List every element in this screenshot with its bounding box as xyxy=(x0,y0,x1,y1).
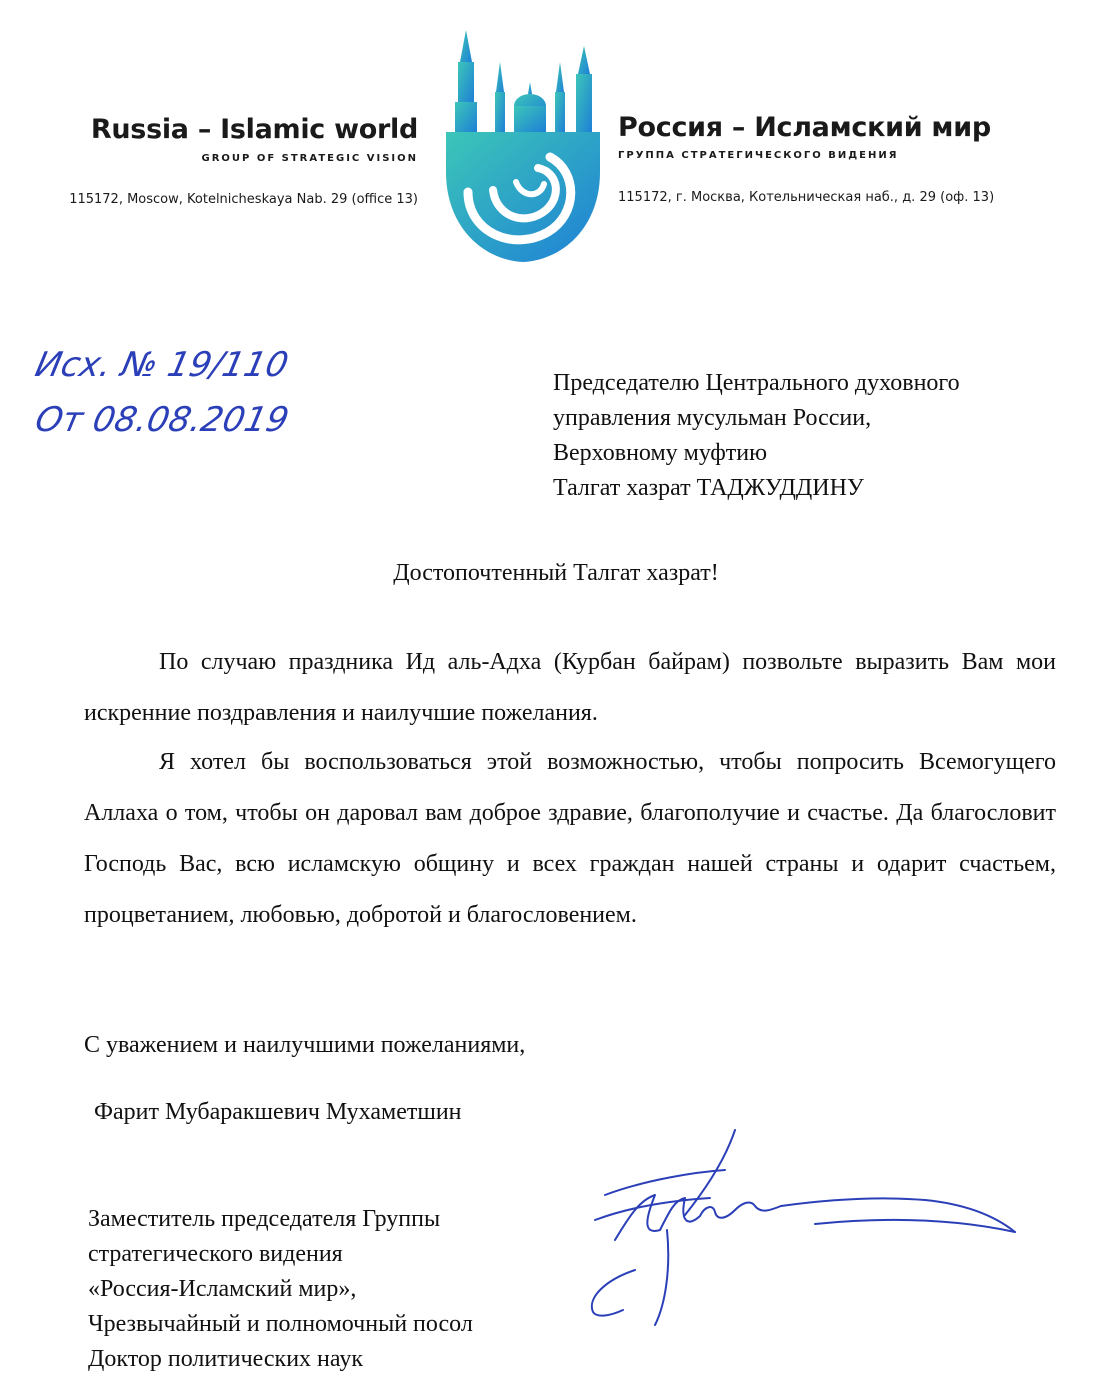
org-address-ru: 115172, г. Москва, Котельническая наб., д. 29 (оф. 13) xyxy=(618,190,995,205)
org-subtitle-en: GROUP OF STRATEGIC VISION xyxy=(201,153,418,164)
addressee-line: Верховному муфтию xyxy=(553,440,768,466)
outgoing-number-handwritten: Исх. № 19/110 xyxy=(31,345,292,385)
outgoing-date-handwritten: От 08.08.2019 xyxy=(31,400,293,440)
addressee-line: управления мусульман России, xyxy=(553,405,872,431)
addressee-block xyxy=(553,366,960,506)
org-name-ru: Россия – Исламский мир xyxy=(618,112,991,143)
signer-title-line: Чрезвычайный и полномочный посол xyxy=(88,1311,473,1337)
closing-line: С уважением и наилучшими пожеланиями, xyxy=(84,1032,526,1058)
org-name-en: Russia – Islamic world xyxy=(90,114,418,145)
body-paragraph: Я хотел бы воспользоваться этой возможностью, чтобы попросить Всемогущего Аллаха о том, чтобы он даровал вам доброе здравие, благополучие и счастье. Да благословит Господь Вас, всю исламскую общину и всех граждан нашей страны и одарит счастьем, процветанием, любовью, добротой и благословением. xyxy=(84,749,1056,928)
signer-title-line: «Россия-Исламский мир», xyxy=(88,1276,357,1302)
salutation: Достопочтенный Талгат хазрат! xyxy=(393,560,719,586)
signature-icon xyxy=(575,1120,1025,1340)
addressee-line: Талгат хазрат ТАДЖУДДИНУ xyxy=(553,475,864,501)
addressee-line: Председателю Центрального духовного xyxy=(553,370,960,396)
org-address-en: 115172, Moscow, Kotelnicheskaya Nab. 29 (office 13) xyxy=(69,192,418,207)
signer-title-line: Заместитель председателя Группы xyxy=(88,1206,441,1232)
body-paragraph: По случаю праздника Ид аль-Адха (Курбан байрам) позвольте выразить Вам мои искренние поздравления и наилучшие пожелания. xyxy=(84,649,1056,726)
signer-title-line: стратегического видения xyxy=(88,1241,343,1267)
logo-icon xyxy=(438,22,608,272)
org-subtitle-ru: ГРУППА СТРАТЕГИЧЕСКОГО ВИДЕНИЯ xyxy=(618,150,899,161)
signer-titles xyxy=(88,1202,473,1377)
signer-title-line: Доктор политических наук xyxy=(88,1346,363,1372)
signer-name: Фарит Мубаракшевич Мухаметшин xyxy=(94,1099,462,1125)
